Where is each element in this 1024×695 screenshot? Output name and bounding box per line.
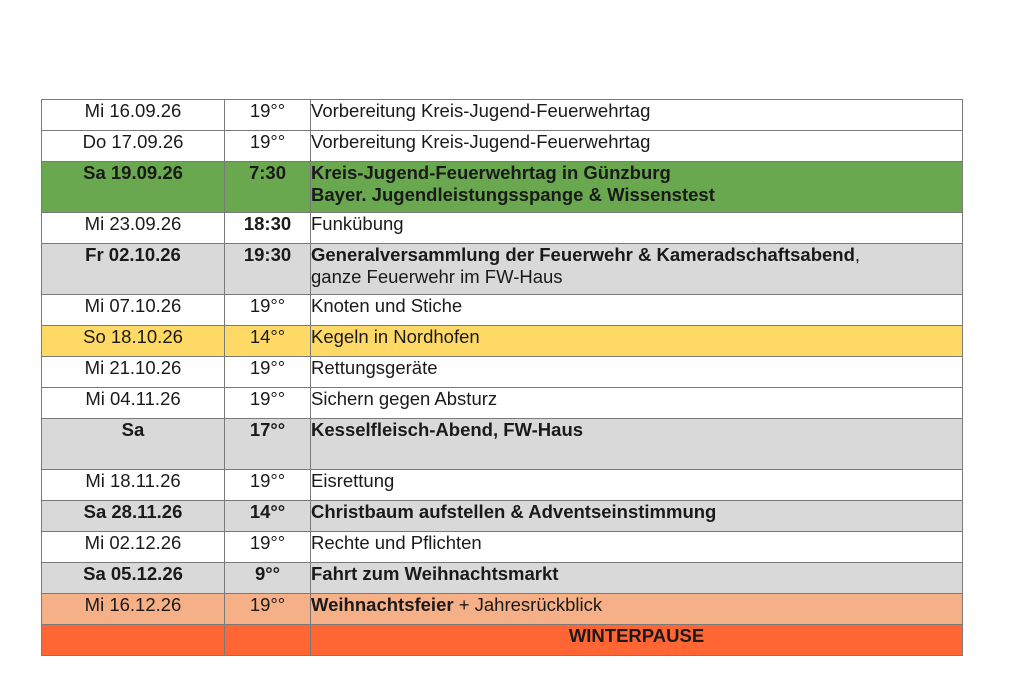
- time-cell: 19°°: [225, 131, 311, 162]
- date-cell: Mi 16.12.26: [42, 594, 225, 625]
- time-cell: 14°°: [225, 326, 311, 357]
- table-row: [42, 295, 963, 326]
- time-cell: 14°°: [225, 501, 311, 532]
- table-row: [42, 594, 963, 625]
- event-cell: Kesselfleisch-Abend, FW-Haus: [311, 419, 963, 470]
- event-cell: Rettungsgeräte: [311, 357, 963, 388]
- event-cell: Eisrettung: [311, 470, 963, 501]
- table-row: [42, 501, 963, 532]
- date-cell: Mi 23.09.26: [42, 213, 225, 244]
- table-row: [42, 532, 963, 563]
- date-cell: Fr 02.10.26: [42, 244, 225, 295]
- date-cell: Mi 02.12.26: [42, 532, 225, 563]
- event-line-2: ganze Feuerwehr im FW-Haus: [311, 266, 563, 287]
- time-cell: 19°°: [225, 357, 311, 388]
- schedule-table: [41, 99, 963, 656]
- time-cell: 19°°: [225, 100, 311, 131]
- time-cell: 9°°: [225, 563, 311, 594]
- table-row: [42, 100, 963, 131]
- date-cell: Mi 21.10.26: [42, 357, 225, 388]
- time-cell: 19°°: [225, 532, 311, 563]
- event-rest-text: + Jahresrückblick: [453, 594, 603, 615]
- event-cell: Vorbereitung Kreis-Jugend-Feuerwehrtag: [311, 100, 963, 131]
- event-cell: [311, 244, 963, 295]
- time-cell: 19°°: [225, 470, 311, 501]
- date-cell: Sa 19.09.26: [42, 162, 225, 213]
- time-cell: 18:30: [225, 213, 311, 244]
- event-cell: [311, 162, 963, 213]
- date-cell: Sa 05.12.26: [42, 563, 225, 594]
- event-cell-winterpause: WINTERPAUSE: [311, 625, 963, 656]
- event-cell: [311, 594, 963, 625]
- table-row: [42, 563, 963, 594]
- event-cell: Fahrt zum Weihnachtsmarkt: [311, 563, 963, 594]
- date-cell: [42, 625, 225, 656]
- table-row: [42, 470, 963, 501]
- time-cell: 19:30: [225, 244, 311, 295]
- event-cell: Rechte und Pflichten: [311, 532, 963, 563]
- event-cell: Knoten und Stiche: [311, 295, 963, 326]
- table-row: [42, 213, 963, 244]
- time-cell: 19°°: [225, 388, 311, 419]
- event-cell: Kegeln in Nordhofen: [311, 326, 963, 357]
- table-row: [42, 131, 963, 162]
- event-cell: Vorbereitung Kreis-Jugend-Feuerwehrtag: [311, 131, 963, 162]
- event-line-1: Kreis-Jugend-Feuerwehrtag in Günzburg: [311, 162, 671, 183]
- event-bold-text: Generalversammlung der Feuerwehr & Kameradschaftsabend: [311, 244, 855, 265]
- date-cell: Sa 28.11.26: [42, 501, 225, 532]
- event-cell: Christbaum aufstellen & Adventseinstimmung: [311, 501, 963, 532]
- table-row: [42, 244, 963, 295]
- time-cell: 17°°: [225, 419, 311, 470]
- date-cell: Mi 07.10.26: [42, 295, 225, 326]
- table-row: [42, 625, 963, 656]
- event-line-1: [311, 244, 962, 266]
- table-row: [42, 162, 963, 213]
- table-row: [42, 326, 963, 357]
- event-rest-text: ,: [854, 244, 861, 265]
- event-cell: Sichern gegen Absturz: [311, 388, 963, 419]
- date-cell: Mi 18.11.26: [42, 470, 225, 501]
- time-cell: 19°°: [225, 594, 311, 625]
- table-row: [42, 357, 963, 388]
- date-cell: So 18.10.26: [42, 326, 225, 357]
- time-cell: 7:30: [225, 162, 311, 213]
- date-cell: Mi 04.11.26: [42, 388, 225, 419]
- table-row: [42, 419, 963, 470]
- time-cell: [225, 625, 311, 656]
- date-cell: Do 17.09.26: [42, 131, 225, 162]
- event-cell: Funkübung: [311, 213, 963, 244]
- table-row: [42, 388, 963, 419]
- time-cell: 19°°: [225, 295, 311, 326]
- event-bold-text: Weihnachtsfeier: [311, 594, 454, 615]
- date-cell: Mi 16.09.26: [42, 100, 225, 131]
- date-cell: Sa: [42, 419, 225, 470]
- event-line-2: Bayer. Jugendleistungsspange & Wissenstest: [311, 184, 715, 205]
